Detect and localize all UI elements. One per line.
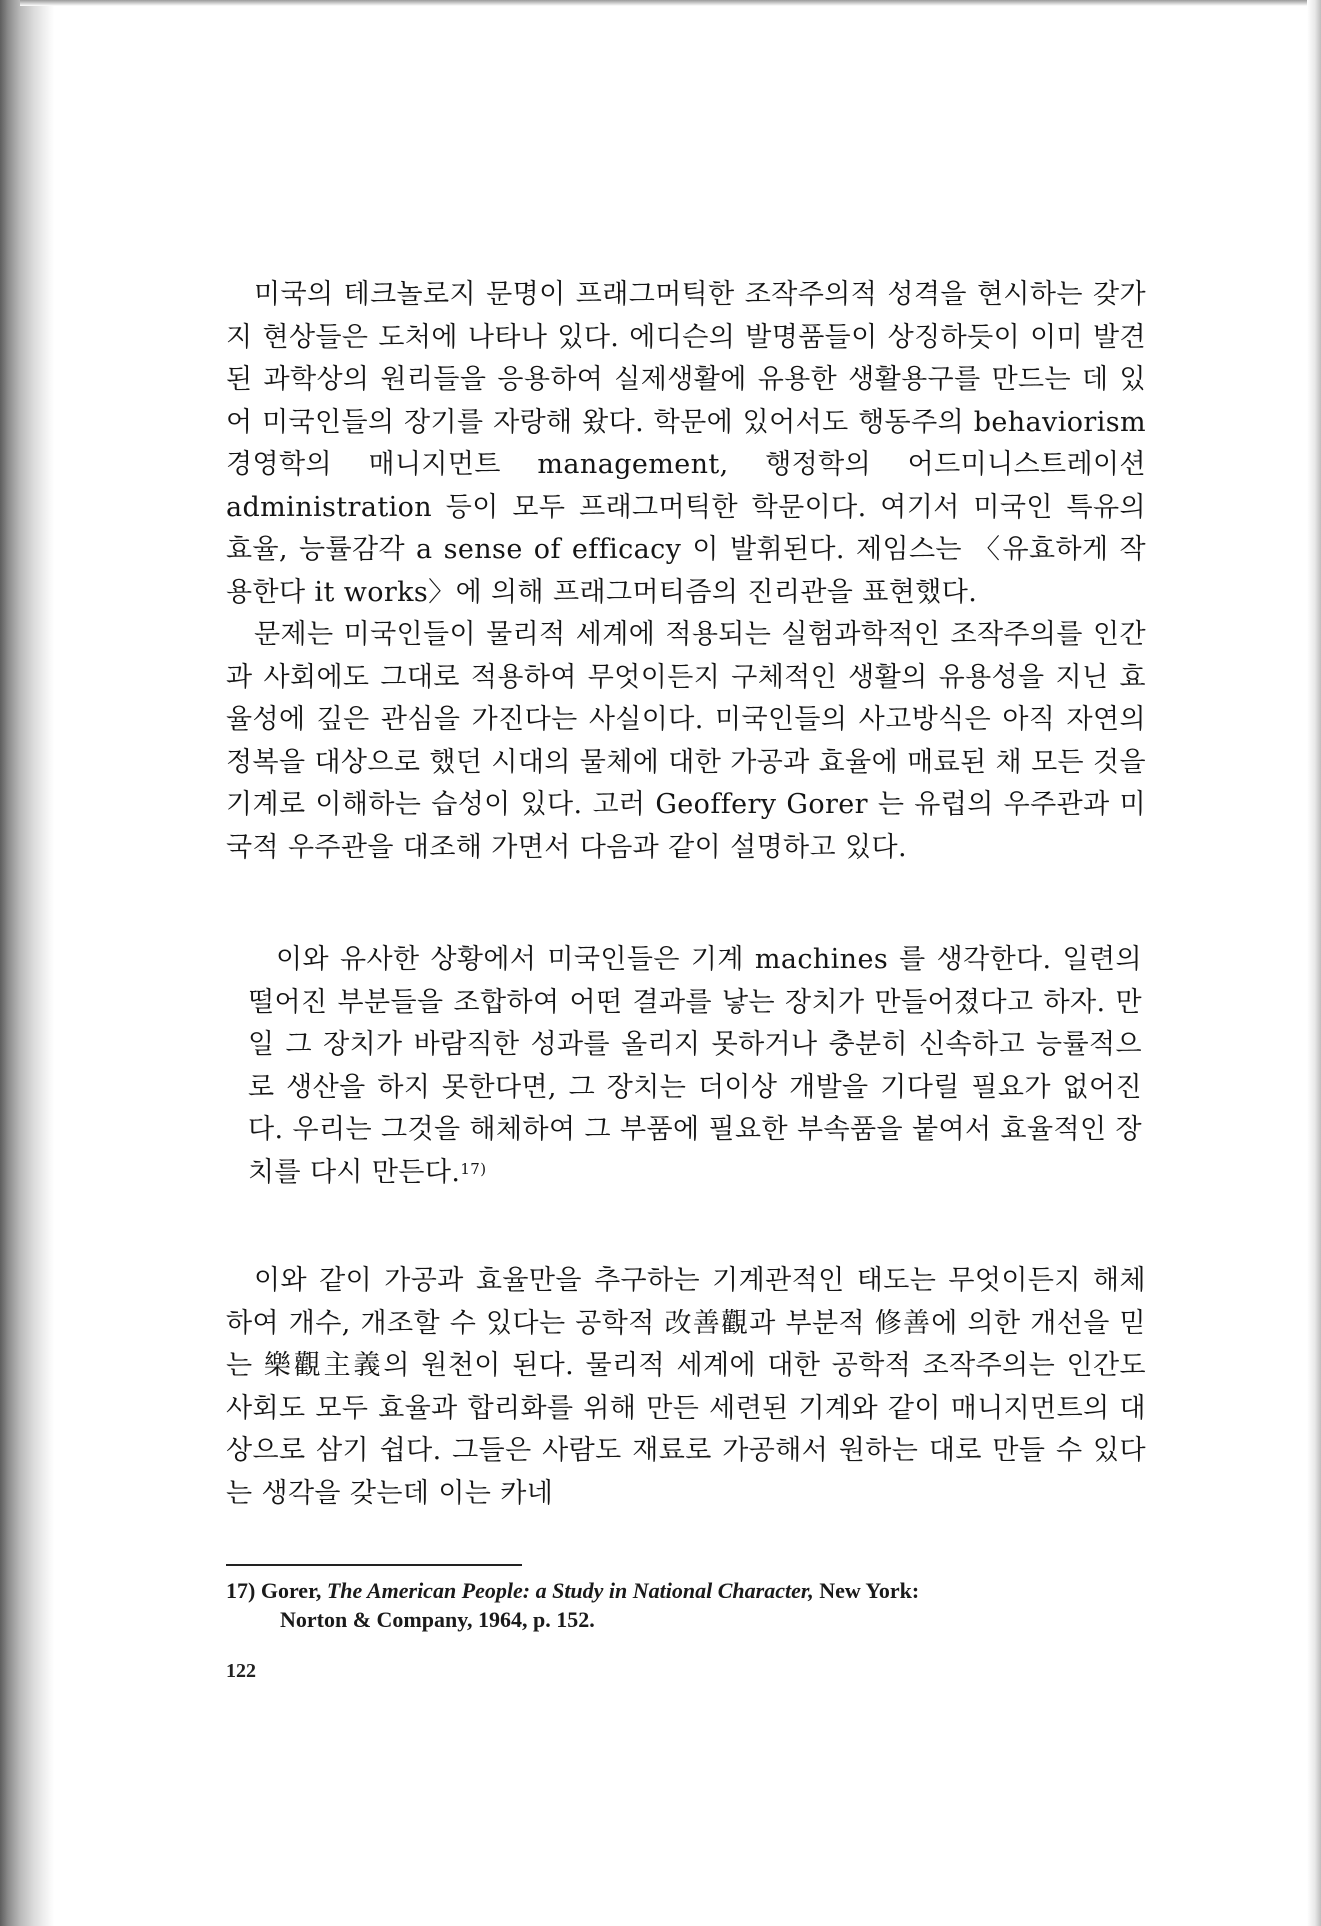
block-quote (248, 939, 1142, 1194)
footnote (226, 1576, 1146, 1634)
footnote-divider (226, 1564, 522, 1566)
page-content (226, 274, 1146, 1682)
footnote-author: Gorer, (260, 1578, 322, 1603)
paragraph-2: 문제는 미국인들이 물리적 세계에 적용되는 실험과학적인 조작주의를 인간과 사회에도 그대로 적용하여 무엇이든지 구체적인 생활의 유용성을 지닌 효율성에 깊은 관심을 가진다는 사실이다. 미국인들의 사고방식은 아직 자연의 정복을 대상으로 했던 시대의 물체에 대한 가공과 효율에 매료된 채 모든 것을 기계로 이해하는 습성이 있다. 고러 Geoffery Gorer 는 유럽의 우주관과 미국적 우주관을 대조해 가면서 다음과 같이 설명하고 있다. (226, 619, 1146, 863)
paragraph-1: 미국의 테크놀로지 문명이 프래그머틱한 조작주의적 성격을 현시하는 갖가지 현상들은 도처에 나타나 있다. 에디슨의 발명품들이 상징하듯이 이미 발견된 과학상의 원리들을 응용하여 실제생활에 유용한 생활용구를 만드는 데 있어 미국인들의 장기를 자랑해 왔다. 학문에 있어서도 행동주의 behaviorism 경영학의 매니지먼트 management, 행정학의 어드미니스트레이션 administration 등이 모두 프래그머틱한 학문이다. 여기서 미국인 특유의 효율, 능률감각 a sense of efficacy 이 발휘된다. 제임스는 〈유효하게 작용한다 it works〉에 의해 프래그머티즘의 진리관을 표현했다. (226, 279, 1146, 608)
book-spine-shadow (0, 0, 54, 1926)
footnote-reference[interactable]: 17) (460, 1159, 487, 1178)
paragraph-3: 이와 같이 가공과 효율만을 추구하는 기계관적인 태도는 무엇이든지 해체하여 개수, 개조할 수 있다는 공학적 改善觀과 부분적 修善에 의한 개선을 믿는 樂觀主義의 원천이 된다. 물리적 세계에 대한 공학적 조작주의는 인간도 사회도 모두 효율과 합리화를 위해 만든 세련된 기계와 같이 매니지먼트의 대상으로 삼기 쉽다. 그들은 사람도 재료로 가공해서 원하는 대로 만들 수 있다는 생각을 갖는데 이는 카네 (226, 1265, 1146, 1509)
footnote-title: The American People: a Study in National Character, (326, 1578, 814, 1603)
footnote-place: New York: (819, 1578, 920, 1603)
footnote-line-2 (226, 1605, 1146, 1634)
top-edge-shadow (20, 0, 1310, 6)
footnote-year: 1964, (478, 1607, 528, 1632)
footnote-number: 17) (226, 1578, 256, 1603)
page-number: 122 (226, 1660, 256, 1682)
footnote-publisher: Norton & Company, (280, 1607, 473, 1632)
block-quote-text: 이와 유사한 상황에서 미국인들은 기계 machines 를 생각한다. 일련의 떨어진 부분들을 조합하여 어떤 결과를 낳는 장치가 만들어졌다고 하자. 만일 그 장치가 바람직한 성과를 올리지 못하거나 충분히 신속하고 능률적으로 생산을 하지 못한다면, 그 장치는 더이상 개발을 기다릴 필요가 없어진다. 우리는 그것을 해체하여 그 부품에 필요한 부속품을 붙여서 효율적인 장치를 다시 만든다. (248, 944, 1142, 1188)
footnote-page: p. 152. (533, 1607, 595, 1632)
right-edge-shadow (1307, 0, 1321, 1926)
